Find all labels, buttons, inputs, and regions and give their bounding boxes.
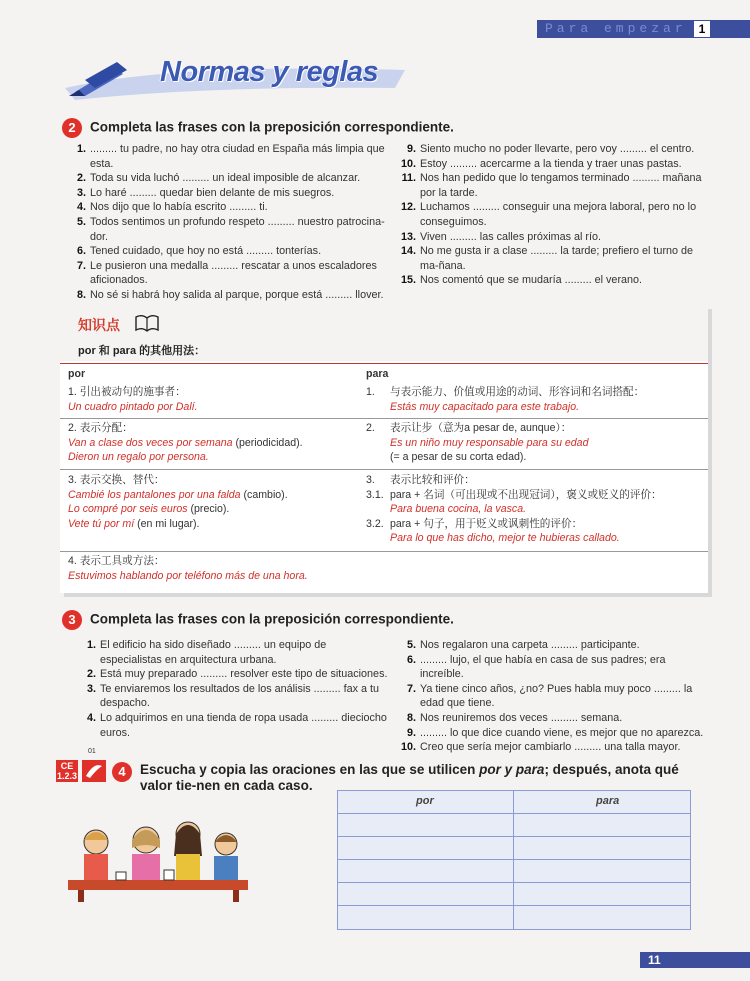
list-item: 7. Le pusieron una medalla ......... rescatar a unos escaladores aficionados.: [76, 259, 377, 287]
section-title: Para empezar: [545, 21, 687, 36]
list-item: 3. Te enviaremos los resultados de los análisis ......... fax a tu despacho.: [86, 682, 380, 710]
list-item: 13. Viven ......... las calles próximas al río.: [400, 230, 602, 243]
column-header-por: por: [68, 368, 86, 380]
para-rule-2: 2. 表示让步（意为a pesar de, aunque）： Es un niño muy responsable para su edad (= a pesar de su corta edad).: [366, 422, 589, 463]
column-header-para: para: [366, 368, 389, 380]
page-footer: [640, 952, 750, 968]
list-item: 5. Todos sentimos un profundo respeto ......... nuestro patrocina-dor.: [76, 215, 385, 243]
list-item: 10. Creo que sería mejor cambiarlo ......... una talla mayor.: [400, 741, 681, 754]
para-rule-3: 3. 表示比较和评价： 3.1. para + 名词（可出现或不出现冠词），褒义或贬义的评价： Para buena cocina, la vasca. 3.2. para + 句子，用于贬义或讽刺性的评价： Para lo que has dicho, mejor te hubieras callado.: [366, 474, 662, 544]
grid-line: [338, 882, 690, 883]
info-title: 知识点: [78, 317, 120, 333]
exercise-instruction: Escucha y copia las oraciones en las que se utilicen por y para; después, anota qué valor tie-nen en cada caso.: [140, 762, 679, 793]
exercise-instruction: Completa las frases con la preposición correspondiente.: [90, 119, 454, 135]
audio-track-icon: [82, 760, 106, 782]
por-rule-4: 4. 表示工具或方法： Estuvimos hablando por teléfono más de una hora.: [68, 555, 308, 582]
people-at-table-illustration: [68, 812, 248, 902]
exercise-number-badge: 3: [62, 610, 82, 630]
divider: [60, 363, 708, 364]
info-subtitle: por 和 para 的其他用法：: [78, 345, 206, 357]
divider: [60, 418, 708, 419]
list-item: 8. Nos reuniremos dos veces ......... semana.: [406, 711, 623, 724]
por-rule-3: 3. 表示交换、替代： Cambié los pantalones por una falda (cambio). Lo compré por seis euros (precio). Vete tú por mí (en mi lugar).: [68, 474, 288, 530]
exercise-number-badge: 2: [62, 118, 82, 138]
grid-line: [338, 859, 690, 860]
list-item: 6. ......... lujo, el que había en casa de sus padres; era increíble.: [406, 653, 666, 681]
list-item: 4. Nos dijo que lo había escrito ......... ti.: [76, 201, 268, 214]
list-item: 5. Nos regalaron una carpeta ......... participante.: [406, 639, 640, 651]
exercise-3-left-column: [78, 638, 388, 740]
grid-line: [338, 813, 690, 814]
list-item: 2. Está muy preparado ......... resolver este tipo de situaciones.: [86, 668, 388, 681]
grid-header-por: por: [416, 795, 434, 807]
page-title: Normas y reglas: [160, 56, 379, 88]
por-rule-2: 2. 表示分配： Van a clase dos veces por semana (periodicidad). Dieron un regalo por persona.: [68, 422, 303, 463]
list-item: 2. Toda su vida luchó ......... un ideal imposible de alcanzar.: [76, 172, 361, 185]
page-title-block: [55, 48, 475, 108]
grid-divider: [513, 791, 514, 929]
list-item: 14. No me gusta ir a clase ......... la tarde; prefiero el turno de ma-ñana.: [400, 245, 694, 272]
list-item: 4. Lo adquirimos en una tienda de ropa usada ......... dieciocho euros.: [86, 711, 387, 739]
page-number: 11: [648, 953, 661, 967]
list-item: 15. Nos comentó que se mudaría ......... el verano.: [400, 274, 643, 287]
list-item: 11. Nos han pedido que lo tengamos terminado ......... mañana por la tarde.: [401, 172, 702, 199]
exercise-3-right-column: [398, 638, 708, 755]
exercise-3-heading: [62, 610, 454, 630]
list-item: 7. Ya tiene cinco años, ¿no? Pues habla muy poco ......... la edad que tiene.: [406, 682, 693, 710]
track-number: 01: [88, 748, 96, 755]
exercise-instruction: Completa las frases con la preposición correspondiente.: [90, 611, 454, 627]
list-item: 12. Luchamos ......... conseguir una mejora laboral, pero no lo conseguimos.: [400, 201, 697, 228]
list-item: 3. Lo haré ......... quedar bien delante de mis suegros.: [76, 186, 335, 199]
divider: [60, 551, 708, 552]
grammar-info-box: [60, 305, 708, 593]
answer-grid[interactable]: [337, 790, 691, 930]
section-header: [537, 20, 750, 38]
list-item: 9. Siento mucho no poder llevarte, pero voy ......... el centro.: [406, 143, 695, 155]
ce-badge: CE 1.2.3: [56, 761, 78, 781]
list-item: 10. Estoy ......... acercarme a la tienda y traer unas pastas.: [400, 157, 682, 170]
list-item: 8. No sé si habrá hoy salida al parque, porque está ......... llover.: [76, 288, 384, 301]
grid-header-para: para: [596, 795, 620, 807]
list-item: 9. ......... lo que dice cuando viene, es mejor que no aparezca.: [406, 726, 704, 739]
open-book-icon: [134, 313, 160, 333]
exercise-number-badge: 4: [112, 762, 132, 782]
list-item: 1. ......... tu padre, no hay otra ciudad en España más limpia que esta.: [76, 143, 385, 170]
list-item: 1. El edificio ha sido diseñado ......... un equipo de especialistas en arquitectura urbana.: [86, 639, 327, 666]
exercise-2-left-column: [68, 142, 398, 303]
exercise-2-right-column: [398, 142, 708, 288]
grid-line: [338, 836, 690, 837]
section-number: 1: [694, 21, 710, 37]
list-item: 6. Tened cuidado, que hoy no está ......... tonterías.: [76, 245, 322, 258]
por-rule-1: 1. 引出被动句的施事者： Un cuadro pintado por Dalí.: [68, 386, 198, 413]
divider: [60, 469, 708, 470]
para-rule-1: 1. 与表示能力、价值或用途的动词、形容词和名词搭配： Estás muy capacitado para este trabajo.: [366, 386, 645, 413]
grid-line: [338, 905, 690, 906]
exercise-2-heading: [62, 118, 454, 138]
